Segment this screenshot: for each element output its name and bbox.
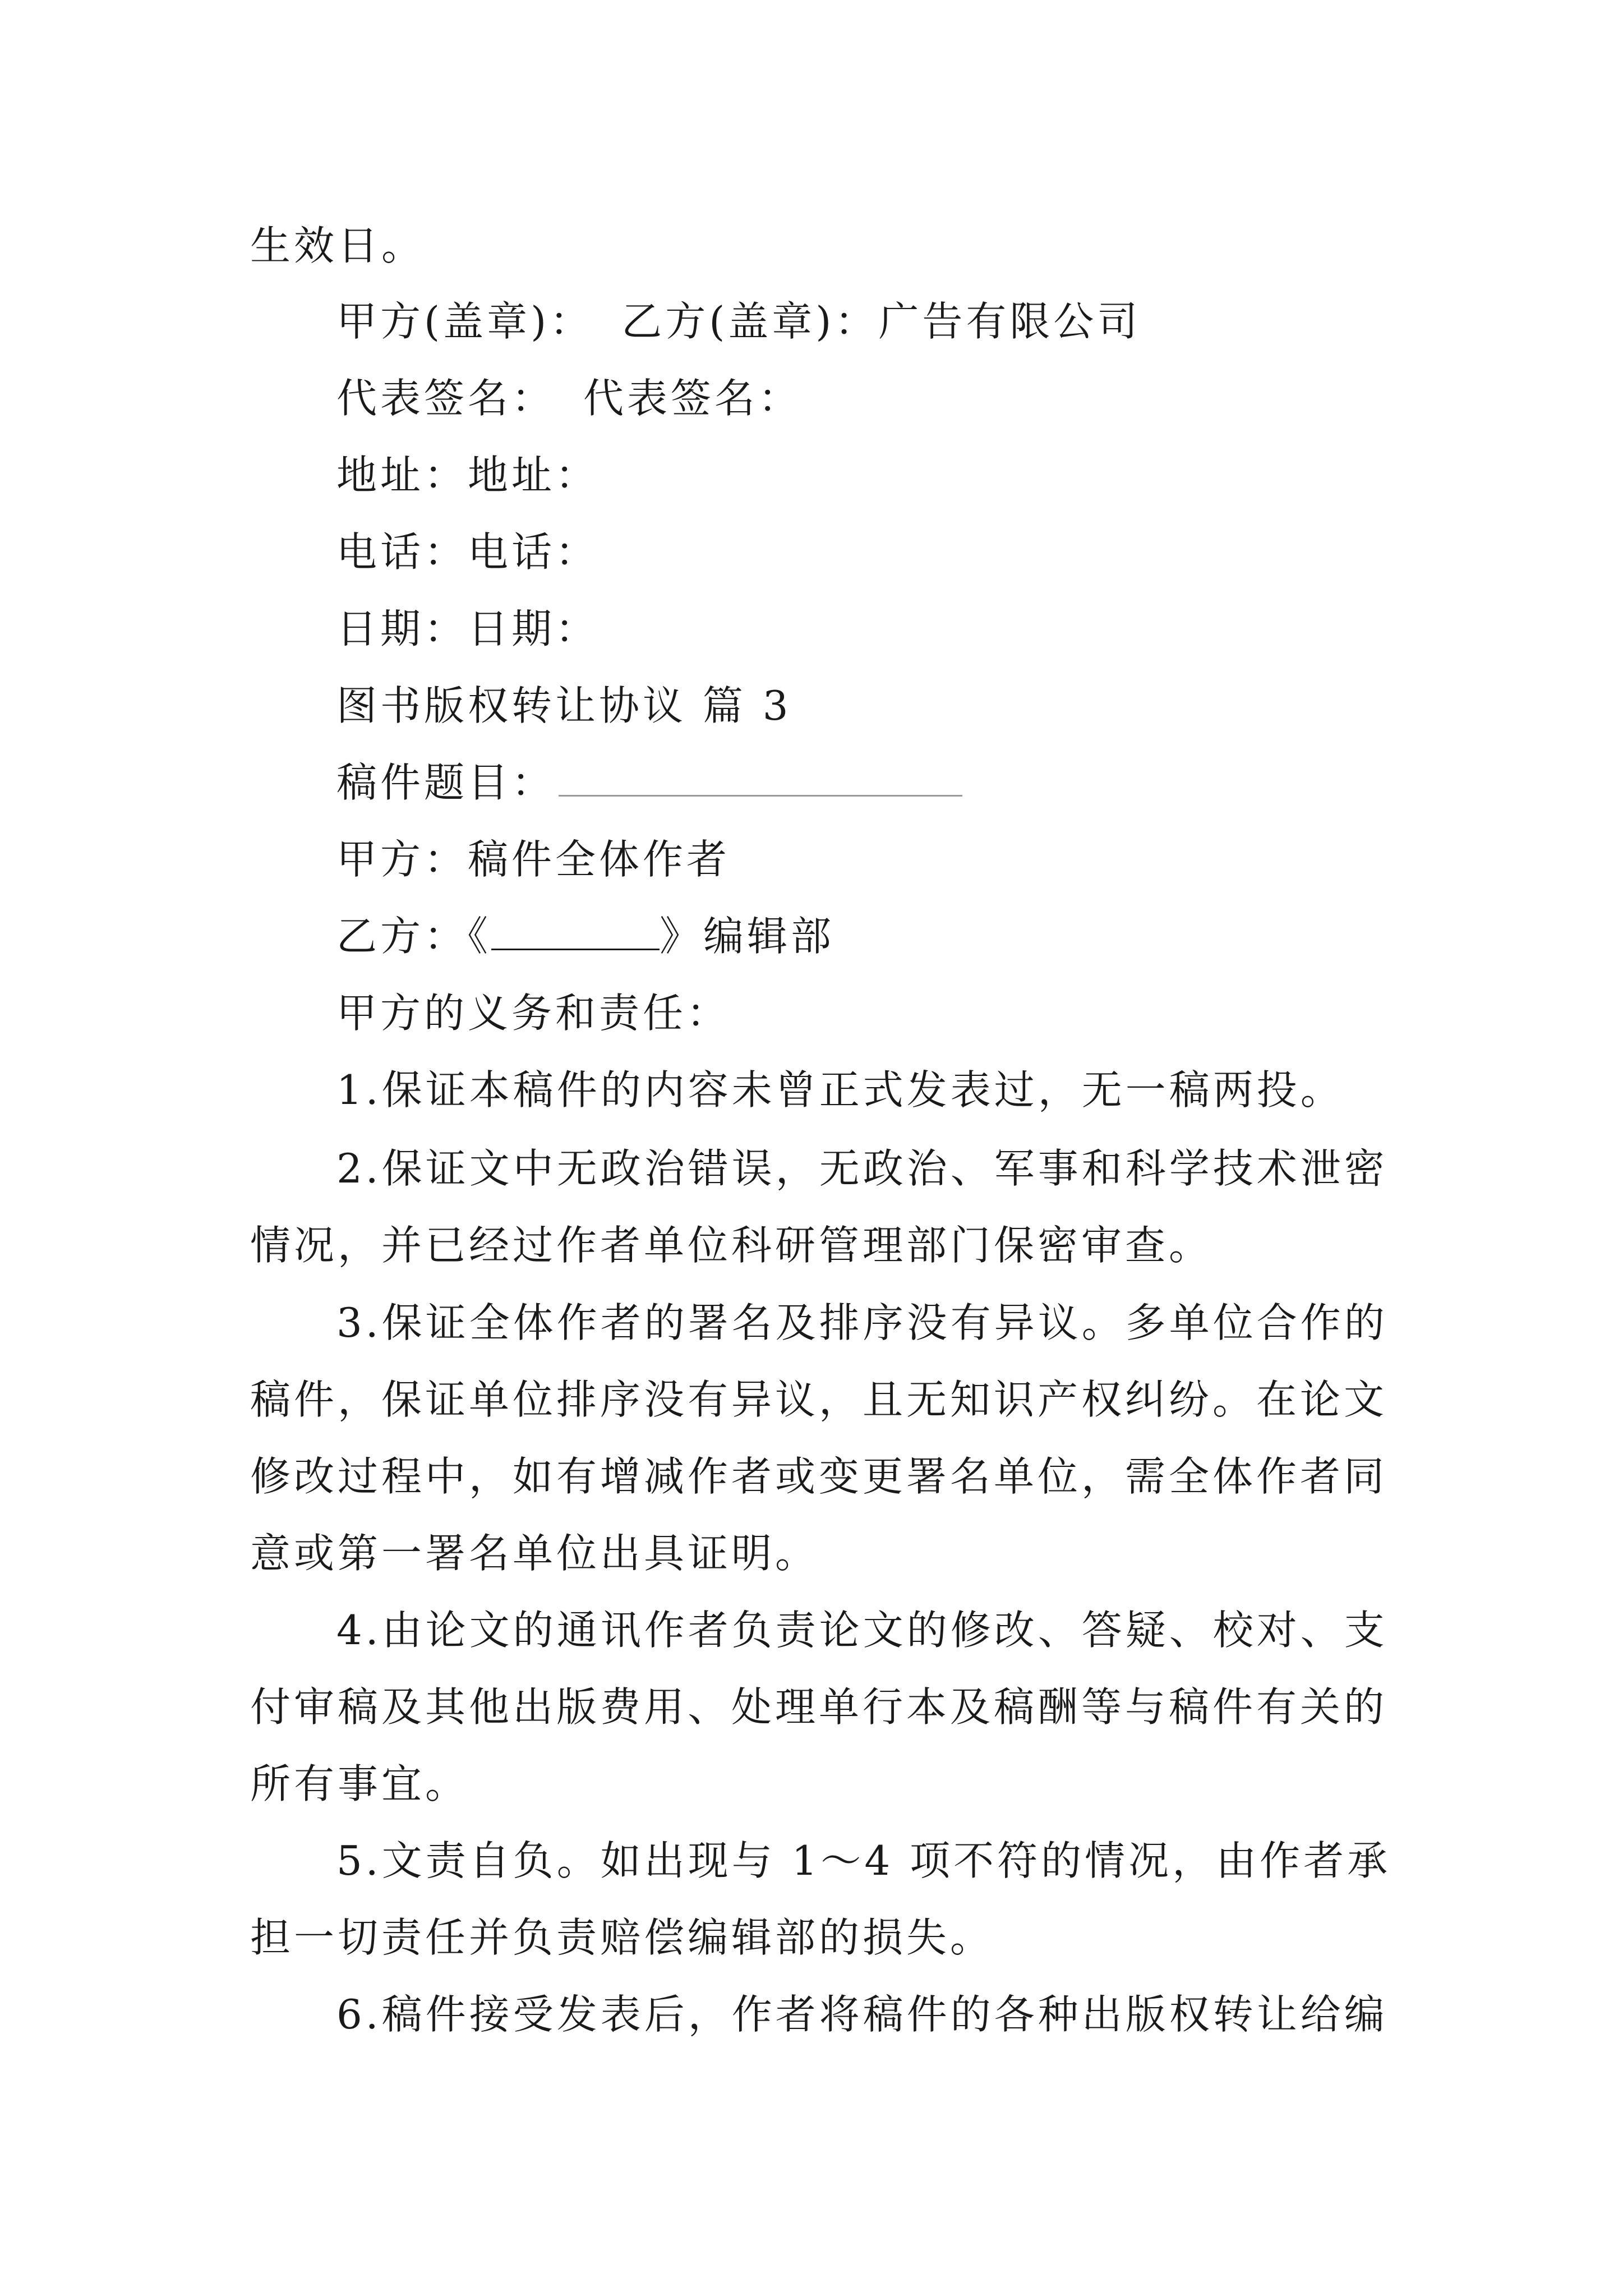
clause-text: 5.文责自负。如出现与 1～4 项不符的情况，由作者承 [336,1837,1391,1884]
party-a-line [336,821,1464,898]
manuscript-title-blank [559,759,962,797]
party-a-representative-label: 代表签名： [336,375,556,422]
party-b-line [336,898,1464,975]
obligations-heading [336,975,1464,1052]
clause-text: 1.保证本稿件的内容未曾正式发表过，无一稿两投。 [336,1066,1344,1114]
clause-line [250,1746,1377,1823]
clause-line [250,1899,1377,1976]
section-title [336,668,1464,744]
date-label: 日期：日期： [336,605,600,652]
party-b-suffix: 》编辑部 [660,913,835,960]
clause-line [336,1976,1464,2053]
clause-line [336,1052,1464,1129]
clause-text: 4.由论文的通讯作者负责论文的修改、答疑、校对、支 [336,1607,1388,1654]
obligations-heading-text: 甲方的义务和责任： [336,990,731,1037]
section-title-text: 图书版权转让协议 篇 3 [336,682,792,729]
address-line [336,437,1464,514]
journal-name-blank [491,915,660,950]
party-b-representative-label: 代表签名： [583,375,803,422]
clause-line [336,1130,1464,1207]
party-a-seal-label: 甲方(盖章)： [336,298,594,345]
clause-text: 所有事宜。 [250,1760,469,1807]
clause-text: 修改过程中，如有增减作者或变更署名单位，需全体作者同 [250,1453,1388,1500]
phone-line [336,514,1464,591]
clause-text: 3.保证全体作者的署名及排序没有异议。多单位合作的 [336,1299,1388,1346]
clause-line [250,1515,1377,1592]
clause-line [250,1438,1388,1515]
date-line [336,591,1464,668]
text-line [250,208,1377,284]
party-a-text: 甲方：稿件全体作者 [336,836,731,883]
address-label: 地址：地址： [336,452,600,499]
clause-line [336,1592,1464,1669]
signature-party-line [336,283,1464,360]
manuscript-title-label: 稿件题目： [336,759,556,806]
representative-line [336,360,1464,437]
clause-line [336,1285,1464,1361]
clause-text: 情况，并已经过作者单位科研管理部门保密审查。 [250,1222,1213,1269]
phone-label: 电话：电话： [336,528,600,576]
clause-text: 6.稿件接受发表后，作者将稿件的各种出版权转让给编 [336,1991,1388,2038]
clause-text: 稿件，保证单位排序没有异议，且无知识产权纠纷。在论文 [250,1376,1388,1423]
clause-line [250,1361,1388,1438]
party-b-seal-label: 乙方(盖章)：广告有限公司 [621,298,1141,345]
party-b-prefix: 乙方：《 [336,913,492,960]
clause-line [336,1823,1464,1899]
clause-line [250,1207,1377,1284]
clause-line [250,1669,1388,1746]
clause-text: 意或第一署名单位出具证明。 [250,1530,819,1577]
clause-text: 担一切责任并负责赔偿编辑部的损失。 [250,1914,994,1961]
clause-text: 付审稿及其他出版费用、处理单行本及稿酬等与稿件有关的 [250,1683,1388,1731]
manuscript-title-line [336,744,1464,821]
line-text: 生效日。 [250,222,426,269]
clause-text: 2.保证文中无政治错误，无政治、军事和科学技术泄密 [336,1145,1388,1192]
